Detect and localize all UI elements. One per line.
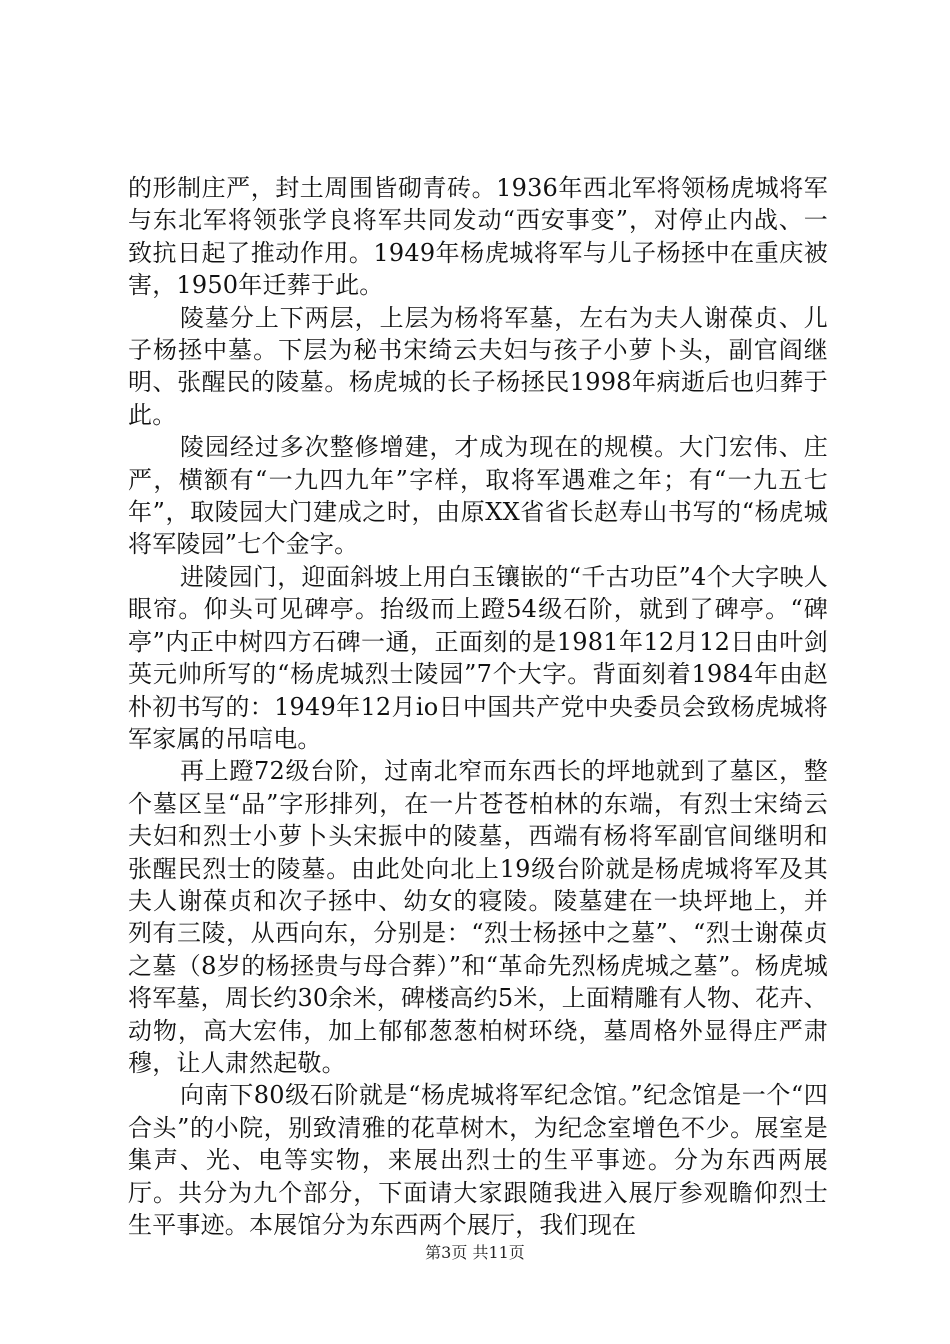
paragraph-tomb-area: 再上蹬72级台阶，过南北窄而东西长的坪地就到了墓区，整个墓区呈“品”字形排列，在一片苍苍柏林的东端，有烈士宋绮云夫妇和烈士小萝卜头宋振中的陵墓，西端有杨将军副官间继明和张醒民烈士的陵墓。由此处向北上19级台阶就是杨虎城将军及其夫人谢葆贞和次子拯中、幼女的寝陵。陵墓建在一块坪地上，并列有三陵，从西向东，分别是：“烈士杨拯中之墓”、“烈士谢葆贞之墓（8岁的杨拯贵与母合葬）”和“革命先烈杨虎城之墓”。杨虎城将军墓，周长约30余米，碑楼高约5米，上面精雕有人物、花卉、动物，高大宏伟，加上郁郁葱葱柏树环绕，墓周格外显得庄严肃穆，让人肃然起敬。: [128, 757, 828, 1077]
paragraph-stele-pavilion: 进陵园门，迎面斜坡上用白玉镶嵌的“千古功臣”4个大字映人眼帘。仰头可见碑亭。抬级而上蹬54级石阶，就到了碑亭。“碑亭”内正中树四方石碑一通，正面刻的是1981年12月12日由叶剑英元帅所写的“杨虎城烈士陵园”7个大字。背面刻着1984年由赵朴初书写的：1949年12月io日中国共产党中央委员会致杨虎城将军家属的吊唁电。: [128, 562, 828, 753]
paragraph-tomb-layers: 陵墓分上下两层，上层为杨将军墓，左右为夫人谢葆贞、儿子杨拯中墓。下层为秘书宋绮云夫妇与孩子小萝卜头，副官阎继明、张醒民的陵墓。杨虎城的长子杨拯民1998年病逝后也归葬于此。: [128, 303, 828, 429]
paragraph-memorial-hall: 向南下80级石阶就是“杨虎城将军纪念馆。”纪念馆是一个“四合头”的小院，别致清雅的花草树木，为纪念室增色不少。展室是集声、光、电等实物，来展出烈士的生平事迹。分为东西两展厅。共分为九个部分，下面请大家跟随我进入展厅参观瞻仰烈士生平事迹。本展馆分为东西两个展厅，我们现在: [128, 1081, 828, 1239]
paragraph-cemetery-gate: 陵园经过多次整修增建，才成为现在的规模。大门宏伟、庄严，横额有“一九四九年”字样，取将军遇难之年；有“一九五七年”，取陵园大门建成之时，由原XX省省长赵寿山书写的“杨虎城将军陵园”七个金字。: [128, 433, 828, 559]
document-body: [128, 172, 828, 1241]
paragraph-continuation: 的形制庄严，封土周围皆砌青砖。1936年西北军将领杨虎城将军与东北军将领张学良将军共同发动“西安事变”，对停止内战、一致抗日起了推动作用。1949年杨虎城将军与儿子杨拯中在重庆被害，1950年迁葬于此。: [128, 174, 828, 300]
page-footer: 第3页 共11页: [425, 1243, 525, 1262]
